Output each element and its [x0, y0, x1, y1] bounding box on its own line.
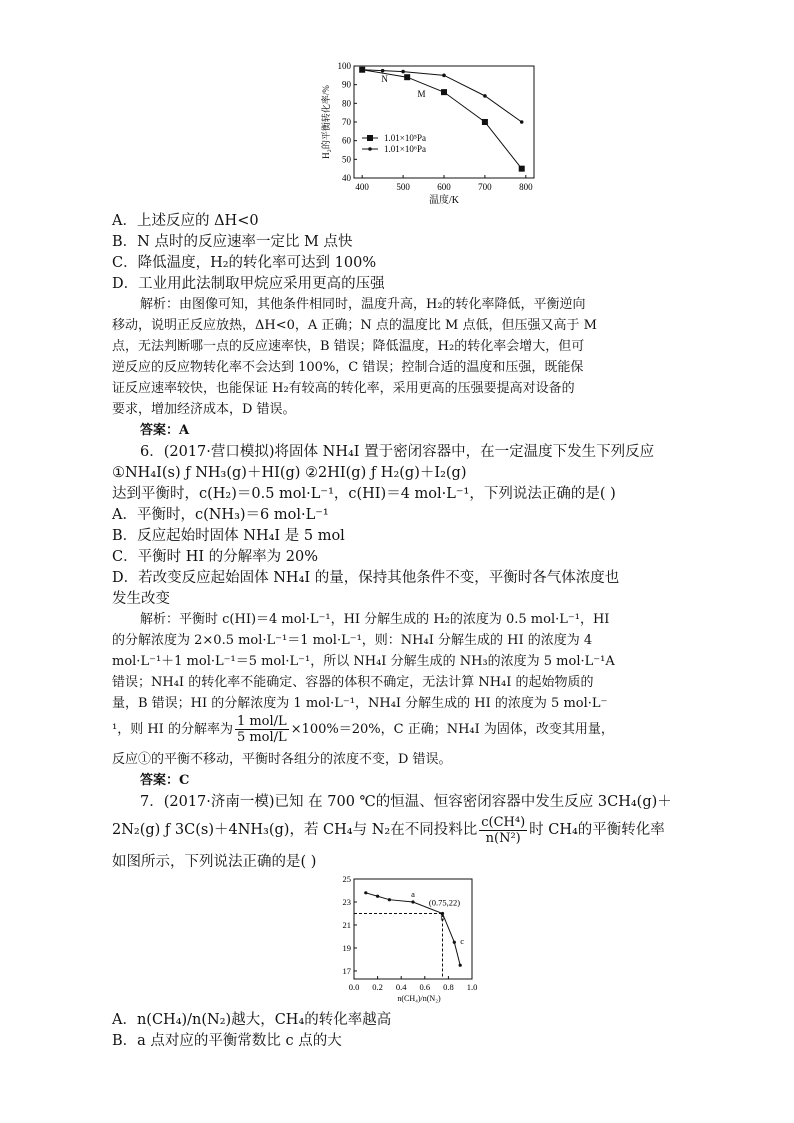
q5-analysis-line: 点，无法判断哪一点的反应速率快，B 错误；降低温度，H₂的转化率会增大，但可	[112, 339, 585, 354]
conversion-vs-temperature-chart	[318, 58, 548, 208]
data-point	[401, 70, 405, 74]
legend-marker	[368, 147, 372, 151]
y-tick-label: 23	[342, 896, 351, 907]
x-tick-label: 0.2	[372, 982, 383, 992]
x-axis-label: 温度/K	[429, 195, 459, 206]
x-tick-label: 400	[355, 182, 369, 192]
data-point	[381, 69, 385, 73]
legend-marker	[367, 135, 373, 141]
q5-analysis-line: 要求，增加经济成本，D 错误。	[112, 402, 296, 417]
fraction-numerator: c(CH⁴)	[481, 814, 526, 830]
feed-ratio-fraction	[479, 815, 527, 846]
y-tick-label: 90	[342, 79, 351, 90]
fraction-denominator: n(N²)	[485, 830, 521, 846]
x-tick-label: 700	[478, 182, 492, 192]
q5-analysis-line: 移动，说明正反应放热，ΔH<0，A 正确；N 点的温度比 M 点低，但压强又高于 M	[112, 318, 597, 333]
q6-reactions: ①NH₄I(s) ƒ NH₃(g)＋HI(g) ②2HI(g) ƒ H₂(g)＋I₂(g)	[112, 465, 467, 481]
decomposition-fraction	[235, 714, 289, 745]
fraction-denominator: 5 mol/L	[236, 730, 287, 745]
q7-stem-text: 2N₂(g) ƒ 3C(s)＋4NH₃(g)，若 CH₄与 N₂在不同投料比	[112, 822, 478, 838]
y-tick-label: 100	[337, 61, 351, 71]
q7-option-b: B．a 点对应的平衡常数比 c 点的大	[112, 1033, 342, 1049]
data-point	[483, 94, 487, 98]
q7-option-a: A．n(CH₄)/n(N₂)越大，CH₄的转化率越高	[112, 1012, 392, 1028]
q6-analysis-line: 解析：平衡时 c(HI)＝4 mol·L⁻¹，HI 分解生成的 H₂的浓度为 0.5 mol·L⁻¹，HI	[140, 612, 610, 627]
x-tick-label: 0.0	[348, 982, 360, 992]
q5-option-b: B．N 点时的反应速率一定比 M 点快	[112, 234, 353, 250]
data-point	[482, 119, 488, 125]
q7-stem-fraction-line	[112, 812, 665, 848]
data-point	[442, 74, 446, 78]
data-point	[364, 891, 367, 894]
q6-answer: 答案：C	[140, 773, 190, 788]
q6-option-d: D．若改变反应起始固体 NH₄I 的量，保持其他条件不变，平衡时各气体浓度也	[112, 570, 620, 586]
y-tick-label: 70	[342, 117, 351, 127]
x-tick-label: 0.8	[443, 982, 454, 992]
q6-option-b: B．反应起始时固体 NH₄I 是 5 mol	[112, 528, 345, 544]
q5-option-c: C．降低温度，H₂的转化率可达到 100%	[112, 255, 377, 271]
q6-analysis-text: ¹，则 HI 的分解率为	[112, 722, 233, 737]
q6-analysis-line: 错误；NH₄I 的转化率不能确定、容器的体积不确定，无法计算 NH₄I 的起始物质的	[112, 675, 594, 690]
data-point	[520, 120, 524, 124]
q6-analysis-text: ×100%＝20%，C 正确；NH₄I 为固体，改变其用量，	[290, 722, 614, 737]
data-point	[519, 166, 525, 172]
q7-stem-question: 如图所示，下列说法正确的是( )	[112, 854, 317, 870]
point-label: M	[417, 89, 426, 99]
data-point	[411, 900, 414, 903]
data-point	[459, 964, 462, 967]
q5-option-a: A．上述反应的 ΔH<0	[112, 213, 259, 229]
q6-option-c: C．平衡时 HI 的分解率为 20%	[112, 549, 319, 565]
y-tick-label: 40	[342, 173, 351, 183]
legend-label: 1.01×10⁵Pa	[384, 133, 426, 143]
x-tick-label: 0.4	[395, 982, 407, 992]
q5-analysis-line: 解析：由图像可知，其他条件相同时，温度升高，H₂的转化率降低，平衡逆向	[140, 297, 586, 312]
data-point	[453, 941, 456, 944]
q6-stem: 6．(2017·营口模拟)将固体 NH₄I 置于密闭容器中，在一定温度下发生下列反应	[140, 444, 655, 460]
point-annotation: c	[460, 936, 465, 947]
x-axis-label: n(CH₄)/n(N₂)	[397, 994, 441, 1003]
x-tick-label: 500	[396, 182, 410, 192]
ch4-conversion-vs-ratio-chart	[330, 873, 500, 1008]
data-point	[360, 68, 364, 72]
q6-analysis-line: 的分解浓度为 2×0.5 mol·L⁻¹＝1 mol·L⁻¹，则：NH₄I 分解生成的 HI 的浓度为 4	[112, 633, 593, 648]
q6-stem-condition: 达到平衡时，c(H₂)＝0.5 mol·L⁻¹，c(HI)＝4 mol·L⁻¹，下列说法正确的是( )	[112, 486, 616, 502]
y-tick-label: 50	[342, 154, 351, 165]
legend-label: 1.01×10⁶Pa	[384, 144, 426, 154]
x-tick-label: 1.0	[466, 982, 478, 992]
q6-analysis-line: 反应①的平衡不移动，平衡时各组分的浓度不变，D 错误。	[112, 752, 452, 767]
q7-stem: 7．(2017·济南一模)已知 在 700 ℃的恒温、恒容密闭容器中发生反应 3CH₄(g)＋	[140, 794, 672, 810]
fraction-numerator: 1 mol/L	[236, 714, 287, 729]
q5-analysis-line: 逆反应的反应物转化率不会达到 100%，C 错误；控制合适的温度和压强，既能保	[112, 360, 584, 375]
q5-analysis-line: 证反应速率较快，也能保证 H₂有较高的转化率，采用更高的压强要提高对设备的	[112, 381, 575, 396]
x-tick-label: 0.6	[419, 982, 431, 992]
y-tick-label: 17	[342, 965, 351, 976]
point-annotation: (0.75,22)	[428, 897, 461, 908]
q5-answer: 答案：A	[140, 423, 190, 438]
data-point	[404, 74, 410, 80]
x-tick-label: 800	[519, 182, 533, 192]
q6-analysis-line: 量，B 错误；HI 的分解浓度为 1 mol·L⁻¹，NH₄I 分解生成的 HI 的浓度为 5 mol·L⁻	[112, 696, 608, 711]
y-tick-label: 21	[342, 919, 351, 930]
y-tick-label: 19	[342, 942, 351, 953]
q7-stem-text: 时 CH₄的平衡转化率	[529, 822, 665, 838]
data-point	[441, 89, 447, 95]
point-annotation: a	[411, 888, 415, 899]
q5-option-d: D．工业用此法制取甲烷应采用更高的压强	[112, 276, 385, 292]
q6-analysis-line: mol·L⁻¹＋1 mol·L⁻¹＝5 mol·L⁻¹，所以 NH₄I 分解生成的 NH₃的浓度为 5 mol·L⁻¹A	[112, 654, 615, 669]
y-tick-label: 25	[342, 874, 351, 884]
data-point	[388, 898, 391, 901]
q6-option-a: A．平衡时，c(NH₃)＝6 mol·L⁻¹	[112, 507, 329, 523]
y-tick-label: 80	[342, 98, 351, 109]
point-label: N	[381, 74, 388, 85]
point-annotation: b	[440, 912, 445, 923]
data-point	[376, 895, 379, 898]
y-tick-label: 60	[342, 135, 351, 146]
q6-option-d-cont: 发生改变	[112, 591, 170, 607]
y-axis-label: H₂的平衡转化率/%	[321, 85, 331, 159]
q6-analysis-fraction-line	[112, 712, 614, 748]
x-tick-label: 600	[437, 182, 451, 192]
